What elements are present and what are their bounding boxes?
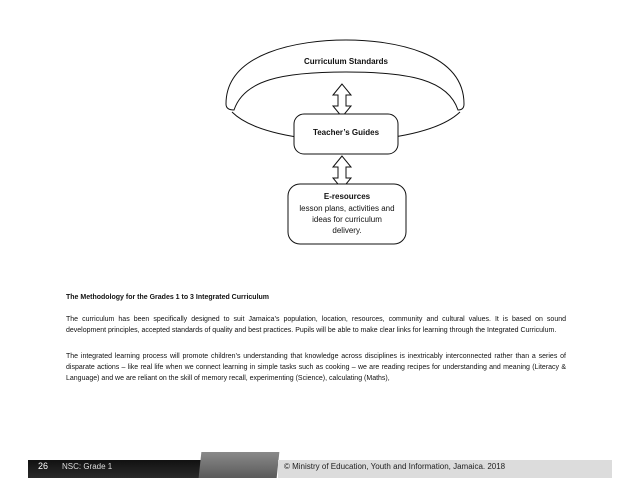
body-paragraph: The integrated learning process will promote children’s understanding that knowledge across disciplines is inextricably interconnected rather than a series of disparate actions – like real life when we connect learning in simple tasks such as cooking – we are reading recipes for understanding and meaning (Literacy & Language) and we are reliant on the skill of memory recall, experimenting (Science), calculating (Maths), [66, 353, 566, 382]
page-footer [0, 452, 638, 480]
e-resources-title: E-resources [323, 192, 371, 201]
e-resources-line: lesson plans, activities and [299, 204, 395, 213]
copyright-notice: © Ministry of Education, Youth and Information, Jamaica. 2018 [284, 462, 506, 471]
curriculum-standards-label: Curriculum Standards [303, 57, 388, 66]
section-heading: The Methodology for the Grades 1 to 3 Integrated Curriculum [66, 294, 270, 301]
document-name: NSC: Grade 1 [62, 462, 113, 471]
double-arrow-icon [333, 84, 351, 117]
e-resources-line: ideas for curriculum [312, 215, 382, 224]
page-number: 26 [38, 461, 49, 471]
teachers-guides-label: Teacher’s Guides [312, 128, 380, 137]
footer-tab [199, 452, 280, 478]
e-resources-line: delivery. [332, 226, 362, 235]
body-paragraph: The curriculum has been specifically designed to suit Jamaica’s population, location, resources, community and cultural values. It is based on sound development principles, accepted standards of quality and best practices. Pupils will be able to make clear links for learning through the Integrated Curriculum. [66, 316, 566, 334]
